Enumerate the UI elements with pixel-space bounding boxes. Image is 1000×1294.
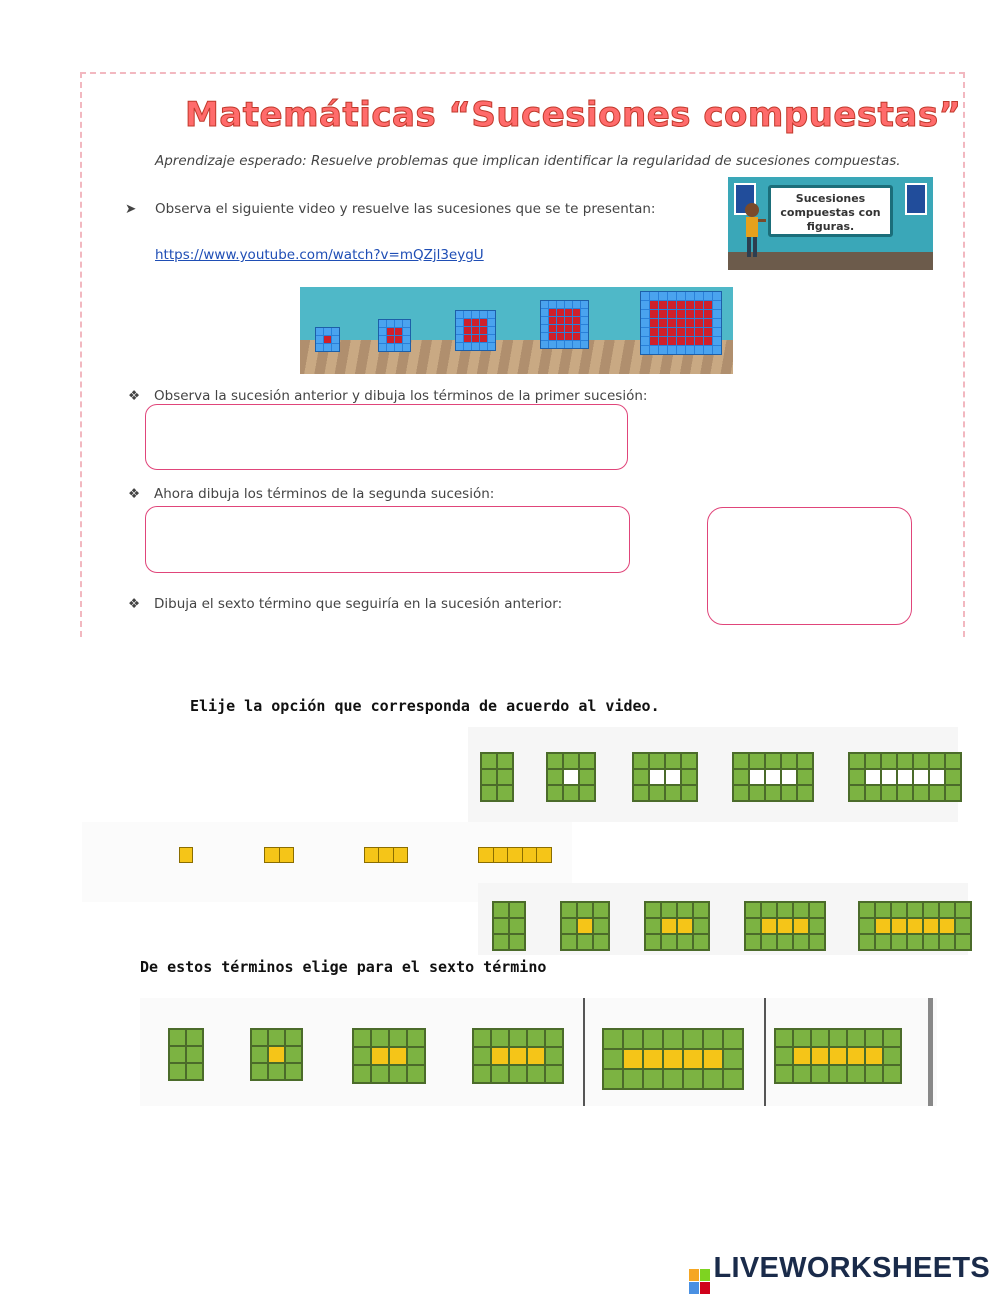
question-3 bbox=[128, 596, 562, 612]
liveworksheets-logo bbox=[689, 1252, 991, 1294]
answer-box-1[interactable] bbox=[145, 404, 628, 470]
sixth-term-option-3 bbox=[352, 1028, 426, 1084]
worksheet-title: Matemáticas “Sucesiones compuestas” bbox=[185, 95, 962, 135]
sixth-term-option-6 bbox=[774, 1028, 902, 1084]
sixth-term-option-5 bbox=[602, 1028, 744, 1090]
logo-icon bbox=[689, 1269, 710, 1294]
frame-white-term-5 bbox=[848, 752, 962, 802]
frame-yellow-term-4 bbox=[744, 901, 826, 951]
teacher-icon bbox=[738, 201, 766, 261]
sixth-term-option-1 bbox=[168, 1028, 204, 1081]
brand-name: LIVEWORKSHEETS bbox=[713, 1252, 990, 1284]
question-2-text: Ahora dibuja los términos de la segunda sucesión: bbox=[154, 486, 495, 502]
video-link[interactable]: https://www.youtube.com/watch?v=mQZjl3eygU bbox=[155, 247, 484, 263]
square-term-5 bbox=[640, 291, 722, 355]
square-term-3 bbox=[455, 310, 496, 351]
frame-yellow-term-2 bbox=[560, 901, 610, 951]
frame-white-term-1 bbox=[480, 752, 514, 802]
choose-option-instruction: Elije la opción que corresponda de acuerdo al video. bbox=[190, 697, 660, 715]
frame-yellow-term-3 bbox=[644, 901, 710, 951]
square-term-1 bbox=[315, 327, 340, 352]
frame-white-term-2 bbox=[546, 752, 596, 802]
sixth-term-option-4 bbox=[472, 1028, 564, 1084]
thumbnail-board: Sucesiones compuestas con figuras. bbox=[768, 185, 893, 237]
answer-box-3[interactable] bbox=[707, 507, 912, 625]
yellow-term-3 bbox=[364, 847, 408, 863]
question-1-text: Observa la sucesión anterior y dibuja los términos de la primer sucesión: bbox=[154, 388, 648, 404]
square-term-4 bbox=[540, 300, 589, 349]
question-3-text: Dibuja el sexto término que seguiría en la sucesión anterior: bbox=[154, 596, 563, 612]
frame-yellow-term-1 bbox=[492, 901, 526, 951]
question-1 bbox=[128, 388, 647, 404]
option-frames-white[interactable] bbox=[468, 727, 958, 822]
diamond-bullet-icon: ❖ bbox=[128, 486, 141, 502]
window-icon bbox=[905, 183, 927, 215]
yellow-term-4 bbox=[478, 847, 552, 863]
video-thumbnail bbox=[728, 177, 933, 270]
frame-white-term-4 bbox=[732, 752, 814, 802]
answer-box-2[interactable] bbox=[145, 506, 630, 573]
sixth-term-instruction: De estos términos elige para el sexto término bbox=[140, 958, 547, 976]
sixth-term-options bbox=[140, 998, 937, 1106]
yellow-term-1 bbox=[179, 847, 193, 863]
divider bbox=[583, 998, 585, 1106]
diamond-bullet-icon: ❖ bbox=[128, 596, 141, 612]
sixth-term-option-2 bbox=[250, 1028, 303, 1081]
squares-sequence-image bbox=[300, 287, 733, 374]
arrow-bullet-icon: ➤ bbox=[125, 201, 137, 217]
option-frames-yellow[interactable] bbox=[478, 883, 968, 955]
divider bbox=[928, 998, 933, 1106]
divider bbox=[764, 998, 766, 1106]
diamond-bullet-icon: ❖ bbox=[128, 388, 141, 404]
square-term-2 bbox=[378, 319, 411, 352]
frame-yellow-term-5 bbox=[858, 901, 972, 951]
video-instruction-text: Observa el siguiente video y resuelve las sucesiones que se te presentan: bbox=[155, 201, 656, 217]
frame-white-term-3 bbox=[632, 752, 698, 802]
learning-objective: Aprendizaje esperado: Resuelve problemas que implican identificar la regularidad de sucesiones compuestas. bbox=[155, 153, 901, 169]
question-2 bbox=[128, 486, 494, 502]
yellow-term-2 bbox=[264, 847, 294, 863]
